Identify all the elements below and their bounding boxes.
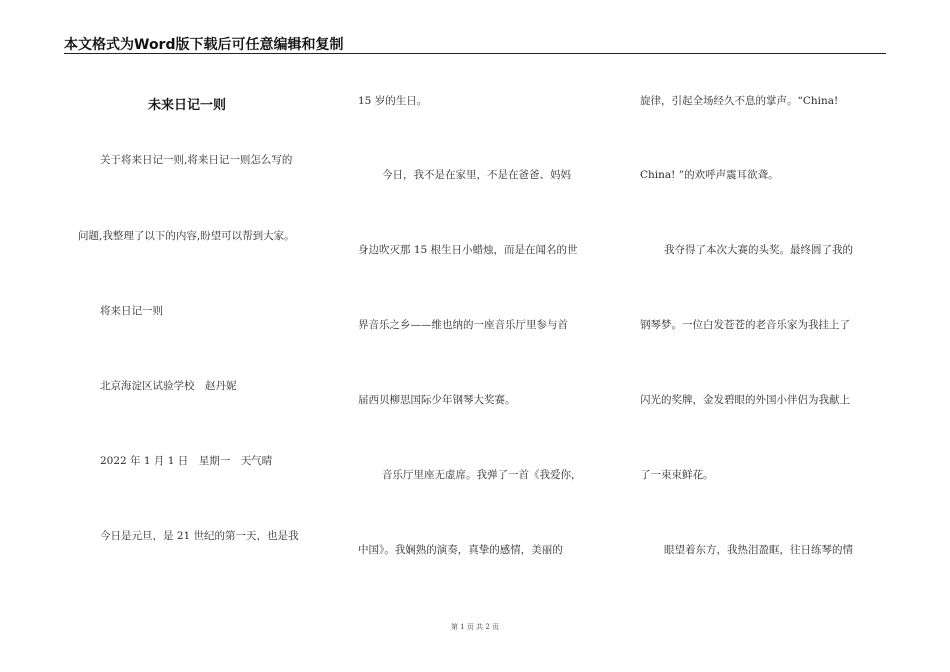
- paragraph-line: 眼望着东方，我热泪盈眶，往日练琴的情: [664, 544, 853, 556]
- page-footer: 第 1 页 共 2 页: [450, 623, 500, 631]
- paragraph-line: 了一束束鲜花。: [640, 469, 714, 481]
- paragraph-line: 今日是元旦，是 21 世纪的第一天，也是我: [100, 530, 299, 542]
- paragraph-line: 旋律，引起全场经久不息的掌声。“China!: [640, 95, 839, 107]
- paragraph-line: 身边吹灭那 15 根生日小蜡烛，而是在闻名的世: [358, 244, 578, 256]
- paragraph-line: 音乐厅里座无虚席。我弹了一首《我爱你，: [382, 469, 582, 481]
- paragraph-line: 我夺得了本次大赛的头奖。最终圆了我的: [664, 244, 853, 256]
- paragraph-line: China! ”的欢呼声震耳欲聋。: [640, 169, 779, 181]
- paragraph-line: 中国》。我娴熟的演奏，真挚的感情，美丽的: [358, 544, 563, 556]
- document-title: 未来日记一则: [148, 98, 227, 113]
- paragraph-line: 钢琴梦。一位白发苍苍的老音乐家为我挂上了: [640, 319, 850, 331]
- paragraph-line: 将来日记一则: [100, 305, 163, 317]
- paragraph-line: 届西贝柳思国际少年钢琴大奖赛。: [358, 394, 516, 406]
- paragraph-line: 关于将来日记一则,将来日记一则怎么写的: [100, 154, 293, 166]
- paragraph-line: 界音乐之乡——维也纳的一座音乐厅里参与首: [358, 319, 568, 331]
- header-title: 本文格式为Word版下载后可任意编辑和复制: [64, 37, 344, 53]
- paragraph-line: 15 岁的生日。: [358, 95, 428, 107]
- paragraph-line: 闪光的奖牌，金发碧眼的外国小伴侣为我献上: [640, 394, 850, 406]
- author-line: 北京海淀区试验学校 赵丹妮: [100, 380, 237, 392]
- paragraph-line: 今日，我不是在家里，不是在爸爸、妈妈: [382, 169, 571, 181]
- paragraph-line: 问题,我整理了以下的内容,盼望可以帮到大家。: [78, 230, 295, 242]
- date-line: 2022 年 1 月 1 日 星期一 天气晴: [100, 455, 273, 467]
- header-divider: [64, 53, 886, 54]
